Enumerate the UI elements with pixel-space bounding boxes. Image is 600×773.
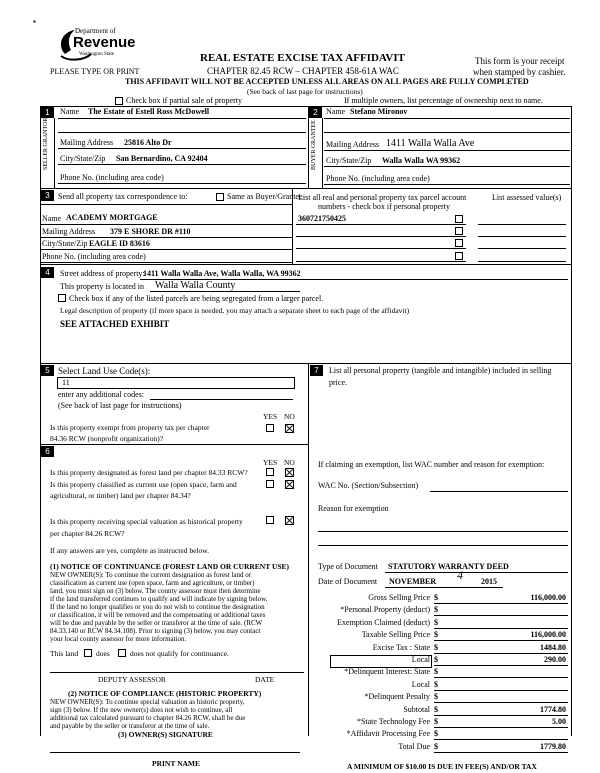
street-address[interactable]: 1411 Walla Walla Ave, Walla Walla, WA 99362 xyxy=(143,269,301,278)
segregated-label: Check box if any of the listed parcels are being segregated from a larger parcel. xyxy=(69,294,324,303)
located-label: This property is located in xyxy=(60,282,144,291)
corr-mailing-label: Mailing Address xyxy=(42,227,96,236)
form-title: REAL ESTATE EXCISE TAX AFFIDAVIT xyxy=(200,52,405,64)
exemption-label: If claiming an exemption, list WAC number and reason for exemption: xyxy=(318,460,545,469)
exempt-no-checkbox[interactable] xyxy=(285,424,294,433)
notice-1-line: NEW OWNER(S): To continue the current designation as forest land or xyxy=(50,571,252,579)
this-land-label: This land xyxy=(50,649,79,658)
section-5-number: 5 xyxy=(41,365,54,376)
tax-row-currency: $ xyxy=(434,729,438,738)
seller-mailing-label: Mailing Address xyxy=(60,138,114,147)
does-qualify-checkbox[interactable] xyxy=(84,649,92,657)
notice-2-line: additional tax calculated pursuant to chapter 84.26 RCW, shall be due xyxy=(50,714,246,722)
notice-2-line: and payable by the seller or transferor at the time of sale. xyxy=(50,722,210,730)
tax-row-label: Total Due xyxy=(398,742,430,751)
section-6-number: 6 xyxy=(41,446,54,457)
notice-1-line: If the land no longer qualifies or you do not wish to continue the designation xyxy=(50,603,265,611)
instructions-note: (See back of last page for instructions) xyxy=(247,87,363,96)
section-4-number: 4 xyxy=(41,267,54,278)
forest-q2-yes-checkbox[interactable] xyxy=(266,480,274,488)
corr-name[interactable]: ACADEMY MORTGAGE xyxy=(66,213,158,222)
tax-row-underline xyxy=(434,665,568,666)
forest-q1-no-checkbox[interactable] xyxy=(285,468,294,477)
tax-row-underline xyxy=(434,739,568,740)
segregated-checkbox[interactable] xyxy=(58,294,66,302)
forest-question-2b: agricultural, or timber) land per chapter 84.34? xyxy=(50,491,191,500)
tax-row-label: *Delinquent Penalty xyxy=(364,692,430,701)
warning-text: THIS AFFIDAVIT WILL NOT BE ACCEPTED UNLESS ALL AREAS ON ALL PAGES ARE FULLY COMPLETED xyxy=(125,77,529,86)
tax-row-label: *State Technology Fee xyxy=(356,717,430,726)
land-use-code-field[interactable] xyxy=(57,377,295,389)
land-use-no-header: NO xyxy=(284,412,295,421)
seller-city[interactable]: San Bernardino, CA 92404 xyxy=(116,154,208,163)
tax-row-label: Subtotal xyxy=(403,705,430,714)
form-chapter: CHAPTER 82.45 RCW – CHAPTER 458-61A WAC xyxy=(207,66,399,76)
land-use-yes-header: YES xyxy=(263,412,278,421)
receipt-note-1: This form is your receipt xyxy=(475,56,565,66)
notice-1-line: will be due and payable by the seller or transferor at the time of sale. (RCW xyxy=(50,619,263,627)
forest-yes-header: YES xyxy=(263,458,278,467)
tax-row-underline xyxy=(434,702,568,703)
forest-q2-no-checkbox[interactable] xyxy=(285,480,294,489)
notice-1-line: 84.33.140 or RCW 84.34.108). Prior to signing (3) below, you may contact xyxy=(50,627,261,635)
partial-sale-checkbox[interactable] xyxy=(115,97,123,105)
notice-1-line: land, you must sign on (3) below. The county assessor must then determine xyxy=(50,587,261,595)
buyer-city[interactable]: Walla Walla WA 99362 xyxy=(382,156,461,165)
notice-1-line: classification as current use (open space, farm and agriculture, or timber) xyxy=(50,579,255,587)
personal-property-text-2: price. xyxy=(329,378,347,387)
parcel-number-1[interactable]: 360721750425 xyxy=(298,214,346,223)
notice-1-line: if the land transferred continues to qualify and will indicate by signing below. xyxy=(50,595,268,603)
seller-name-label: Name xyxy=(60,107,80,116)
tax-row-underline xyxy=(434,615,568,616)
tax-row-label: Gross Selling Price xyxy=(368,593,430,602)
tax-row-currency: $ xyxy=(434,593,438,602)
tax-row-currency: $ xyxy=(434,692,438,701)
receipt-note-2: when stamped by cashier. xyxy=(473,67,566,77)
forest-question-2a: Is this property classified as current use (open space, farm and xyxy=(50,480,237,489)
tax-row-value[interactable]: 5.00 xyxy=(552,717,566,726)
tax-row-value[interactable]: 290.00 xyxy=(544,655,566,664)
logo-state: Washington State xyxy=(79,52,115,57)
tax-row-underline xyxy=(434,603,568,604)
buyer-side-label: BUYER GRANTEE xyxy=(311,120,317,170)
located-county[interactable]: Walla Walla County xyxy=(155,280,236,291)
forest-q3-no-checkbox[interactable] xyxy=(285,516,294,525)
partial-sale-label: Check box if partial sale of property xyxy=(126,96,242,105)
additional-codes-label: enter any additional codes: xyxy=(58,390,144,399)
wac-label: WAC No. (Section/Subsection) xyxy=(318,481,419,490)
tax-row-currency: $ xyxy=(434,630,438,639)
tax-row-value[interactable]: 1484.80 xyxy=(540,643,566,652)
tax-row-value[interactable]: 116,000.00 xyxy=(530,593,566,602)
legal-description[interactable]: SEE ATTACHED EXHIBIT xyxy=(60,319,170,329)
deputy-date-label: DATE xyxy=(255,675,275,684)
land-use-label: Select Land Use Code(s): xyxy=(58,366,151,376)
correspondence-label: Send all property tax correspondence to: xyxy=(58,192,188,201)
doc-date-month[interactable]: NOVEMBER xyxy=(389,577,437,586)
same-as-buyer-label: Same as Buyer/Grantee xyxy=(227,192,303,201)
notice-2-line: NEW OWNER(S): To continue special valuation as historic property, xyxy=(50,698,245,706)
doc-date-label: Date of Document xyxy=(318,577,378,586)
exempt-question-1: Is this property exempt from property tax per chapter xyxy=(50,423,210,432)
street-label: Street address of property: xyxy=(60,269,145,278)
doc-date-year[interactable]: 2015 xyxy=(481,577,497,586)
tax-row-underline xyxy=(434,752,568,753)
parcel-header-2: numbers - check box if personal property xyxy=(318,202,450,211)
buyer-name-label: Name xyxy=(326,107,346,116)
personal-property-text-1: List all personal property (tangible and intangible) included in selling xyxy=(329,366,552,375)
parcel-3-personal-checkbox[interactable] xyxy=(455,239,463,247)
section-1-number: 1 xyxy=(41,107,54,118)
tax-row-label: *Delinquent Interest: State xyxy=(344,667,430,676)
tax-row-currency: $ xyxy=(434,717,438,726)
minimum-due-note: A MINIMUM OF $10.00 IS DUE IN FEE(S) AND/OR TAX xyxy=(347,762,537,771)
tax-row-currency: $ xyxy=(434,618,438,627)
tax-row-label: Local xyxy=(411,680,430,689)
does-not-qualify-checkbox[interactable] xyxy=(118,649,126,657)
parcel-1-personal-checkbox[interactable] xyxy=(455,215,463,223)
parcel-header-1: List all real and personal property tax parcel account xyxy=(298,193,467,202)
notice-1-line: your local county assessor for more information. xyxy=(50,635,187,643)
notice-3-title: (3) OWNER(S) SIGNATURE xyxy=(118,730,213,739)
tax-row-value[interactable]: 1779.80 xyxy=(540,742,566,751)
section-3-number: 3 xyxy=(41,190,54,201)
buyer-mailing-label: Mailing Address xyxy=(326,140,380,149)
doc-type-label: Type of Document xyxy=(318,562,378,571)
exempt-yes-checkbox[interactable] xyxy=(266,424,274,432)
exempt-question-2: 84.36 RCW (nonprofit organization)? xyxy=(50,434,164,443)
tax-row-underline xyxy=(434,727,568,728)
parcel-4-personal-checkbox[interactable] xyxy=(455,252,463,260)
forest-question-3b: per chapter 84.26 RCW? xyxy=(50,529,125,538)
if-yes-note: If any answers are yes, complete as instructed below. xyxy=(50,546,210,555)
tax-row-label: *Affidavit Processing Fee xyxy=(346,729,430,738)
tax-row-underline xyxy=(434,677,568,678)
land-use-code: 11 xyxy=(62,378,70,387)
tax-row-underline xyxy=(434,715,568,716)
buyer-phone-label: Phone No. (including area code) xyxy=(326,174,430,183)
forest-question-1: Is this property designated as forest land per chapter 84.33 RCW? xyxy=(50,468,248,477)
section-2-number: 2 xyxy=(309,107,322,118)
please-type: PLEASE TYPE OR PRINT xyxy=(50,67,140,76)
tax-row-currency: $ xyxy=(434,680,438,689)
tax-row-underline xyxy=(434,640,568,641)
buyer-mailing[interactable]: 1411 Walla Walla Ave xyxy=(386,138,475,149)
deputy-assessor-label: DEPUTY ASSESSOR xyxy=(98,675,166,684)
tax-row-currency: $ xyxy=(434,667,438,676)
notice-1-line: or classification, it will be removed and the compensating or additional taxes xyxy=(50,611,266,619)
tax-row-currency: $ xyxy=(434,605,438,614)
tax-row-currency: $ xyxy=(434,655,438,664)
corr-city-label: City/State/Zip xyxy=(42,239,88,248)
doc-date-day[interactable]: 4 xyxy=(457,568,463,582)
corr-phone-label: Phone No. (including area code) xyxy=(42,252,146,261)
exemption-reason-label: Reason for exemption xyxy=(318,504,389,513)
forest-no-header: NO xyxy=(284,458,295,467)
print-name-label: PRINT NAME xyxy=(152,759,200,768)
notice-2-title: (2) NOTICE OF COMPLIANCE (HISTORIC PROPERTY) xyxy=(68,689,262,698)
forest-question-3a: Is this property receiving special valuation as historical property xyxy=(50,517,243,526)
seller-mailing[interactable]: 25816 Alto Dr xyxy=(124,138,172,147)
same-as-buyer-checkbox[interactable] xyxy=(216,193,224,201)
doc-type[interactable]: STATUTORY WARRANTY DEED xyxy=(388,562,509,571)
notice-1-title: (1) NOTICE OF CONTINUANCE (FOREST LAND OR CURRENT USE) xyxy=(50,562,290,571)
tax-row-underline xyxy=(434,690,568,691)
does-not-label: does not qualify for continuance. xyxy=(130,649,229,658)
tax-row-label: Local xyxy=(411,655,430,664)
tax-row-label: Taxable Selling Price xyxy=(361,630,430,639)
logo-name: Revenue xyxy=(73,34,136,51)
notice-2-line: sign (3) below. If the new owner(s) does not wish to continue, all xyxy=(50,706,233,714)
tax-row-label: Excise Tax : State xyxy=(372,643,430,652)
multiple-owners-note: If multiple owners, list percentage of ownership next to name. xyxy=(344,96,543,105)
dor-logo xyxy=(55,24,135,64)
buyer-city-label: City/State/Zip xyxy=(326,156,372,165)
tax-row-value[interactable]: 116,000.00 xyxy=(530,630,566,639)
corr-name-label: Name xyxy=(42,214,62,223)
seller-side-label: SELLER GRANTOR xyxy=(43,117,49,170)
tax-row-value[interactable]: 1774.80 xyxy=(540,705,566,714)
land-use-see-back: (See back of last page for instructions) xyxy=(58,401,182,410)
assessed-header: List assessed value(s) xyxy=(492,193,562,202)
seller-name[interactable]: The Estate of Estell Ross McDowell xyxy=(88,107,210,116)
section-7-number: 7 xyxy=(310,365,323,376)
tax-row-label: Exemption Claimed (deduct) xyxy=(337,618,430,627)
logo-dept: Department of xyxy=(75,27,116,35)
does-label: does xyxy=(96,649,110,658)
buyer-name[interactable]: Stefano Mironov xyxy=(350,107,408,116)
forest-q1-yes-checkbox[interactable] xyxy=(266,468,274,476)
tax-row-currency: $ xyxy=(434,742,438,751)
parcel-2-personal-checkbox[interactable] xyxy=(455,227,463,235)
seller-city-label: City/State/Zip xyxy=(60,154,106,163)
forest-q3-yes-checkbox[interactable] xyxy=(266,516,274,524)
tax-row-underline xyxy=(434,653,568,654)
seller-phone-label: Phone No. (including area code) xyxy=(60,173,164,182)
tax-row-label: *Personal Property (deduct) xyxy=(340,605,430,614)
legal-label: Legal description of property (if more space is needed, you may attach a separate sheet to each page of the affidavit) xyxy=(60,306,410,315)
tax-row-currency: $ xyxy=(434,705,438,714)
corr-mailing[interactable]: 379 E SHORE DR #110 xyxy=(110,227,191,236)
corr-city[interactable]: EAGLE ID 83616 xyxy=(89,239,150,248)
corner-mark: ▪ xyxy=(33,17,36,26)
tax-row-underline xyxy=(434,628,568,629)
tax-row-currency: $ xyxy=(434,643,438,652)
